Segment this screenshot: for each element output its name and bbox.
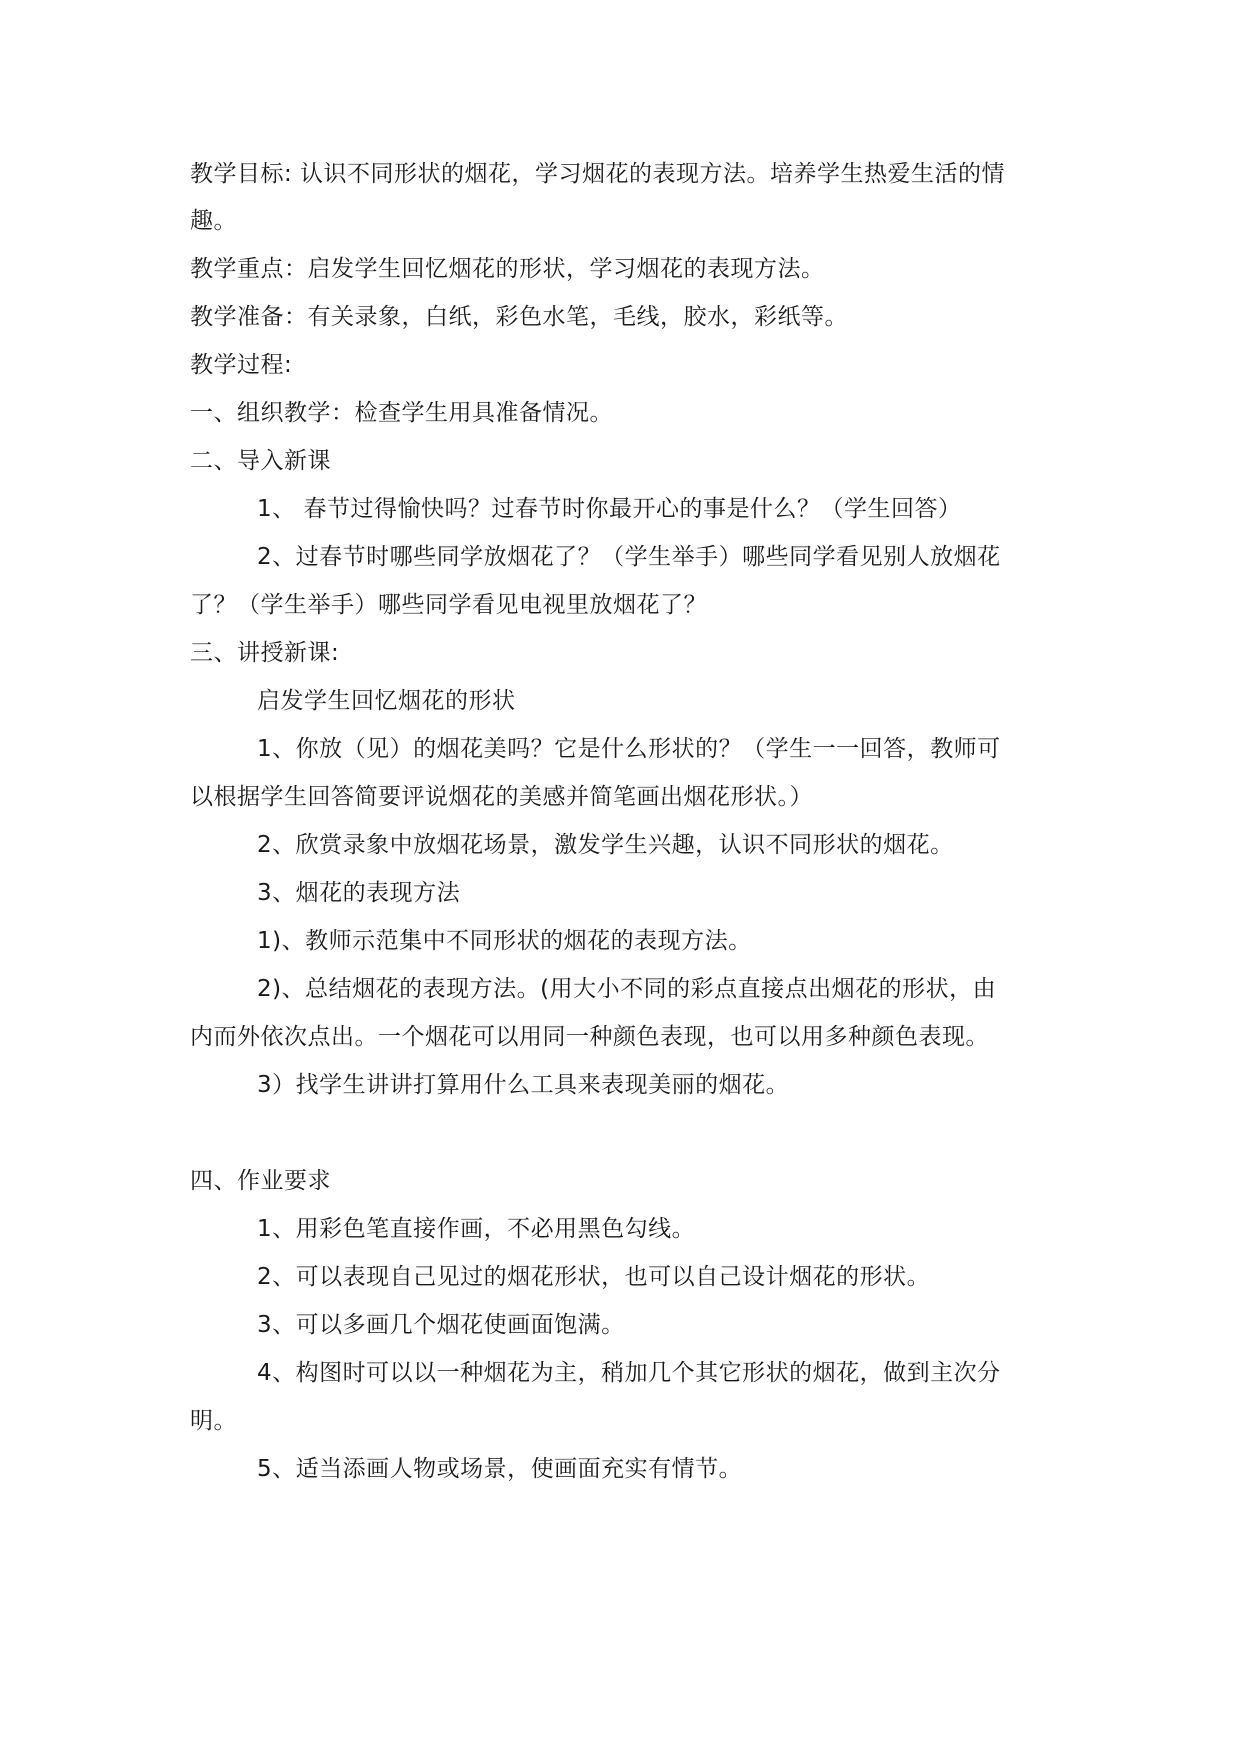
objectives-text: 教学目标: 认识不同形状的烟花，学习烟花的表现方法。培养学生热爱生活的情 bbox=[190, 161, 1006, 187]
intro-item-2-continued: 了？（学生举手）哪些同学看见电视里放烟花了？ bbox=[190, 592, 707, 618]
intro-item-2: 2、过春节时哪些同学放烟花了？（学生举手）哪些同学看见别人放烟花 bbox=[257, 544, 1001, 570]
section-teaching: 三、讲授新课: bbox=[190, 640, 340, 666]
teaching-item-2: 2、欣赏录象中放烟花场景，激发学生兴趣，认识不同形状的烟花。 bbox=[257, 832, 954, 858]
intro-item-1: 1、 春节过得愉快吗？过春节时你最开心的事是什么？（学生回答） bbox=[257, 496, 962, 522]
section-introduction: 二、导入新课 bbox=[190, 448, 331, 474]
teaching-item-3: 3、烟花的表现方法 bbox=[257, 880, 461, 906]
teaching-item-1: 1、你放（见）的烟花美吗？它是什么形状的？（学生一一回答，教师可 bbox=[257, 736, 1001, 762]
homework-item-5: 5、适当添画人物或场景，使画面充实有情节。 bbox=[257, 1456, 743, 1482]
preparation-text: 教学准备：有关录象，白纸，彩色水笔，毛线，胶水，彩纸等。 bbox=[190, 304, 848, 330]
homework-item-4-continued: 明。 bbox=[190, 1408, 237, 1434]
homework-item-4: 4、构图时可以以一种烟花为主，稍加几个其它形状的烟花，做到主次分 bbox=[257, 1360, 1001, 1386]
teaching-subitem-2-continued: 内而外依次点出。一个烟花可以用同一种颜色表现，也可以用多种颜色表现。 bbox=[190, 1024, 989, 1050]
teaching-item-1-continued: 以根据学生回答简要评说烟花的美感并简笔画出烟花形状。） bbox=[190, 784, 813, 810]
key-points-text: 教学重点：启发学生回忆烟花的形状，学习烟花的表现方法。 bbox=[190, 256, 825, 282]
teaching-subitem-2: 2)、总结烟花的表现方法。(用大小不同的彩点直接点出烟花的形状，由 bbox=[257, 976, 997, 1002]
homework-item-3: 3、可以多画几个烟花使画面饱满。 bbox=[257, 1312, 625, 1338]
section-organize: 一、组织教学：检查学生用具准备情况。 bbox=[190, 400, 613, 426]
objectives-text-continued: 趣。 bbox=[190, 208, 237, 234]
homework-item-1: 1、用彩色笔直接作画，不必用黑色勾线。 bbox=[257, 1216, 696, 1242]
teaching-subitem-3: 3）找学生讲讲打算用什么工具来表现美丽的烟花。 bbox=[257, 1072, 790, 1098]
teaching-intro: 启发学生回忆烟花的形状 bbox=[257, 688, 516, 714]
teaching-subitem-1: 1)、教师示范集中不同形状的烟花的表现方法。 bbox=[257, 928, 752, 954]
section-homework: 四、作业要求 bbox=[190, 1168, 331, 1194]
homework-item-2: 2、可以表现自己见过的烟花形状，也可以自己设计烟花的形状。 bbox=[257, 1264, 931, 1290]
process-heading: 教学过程: bbox=[190, 352, 293, 378]
